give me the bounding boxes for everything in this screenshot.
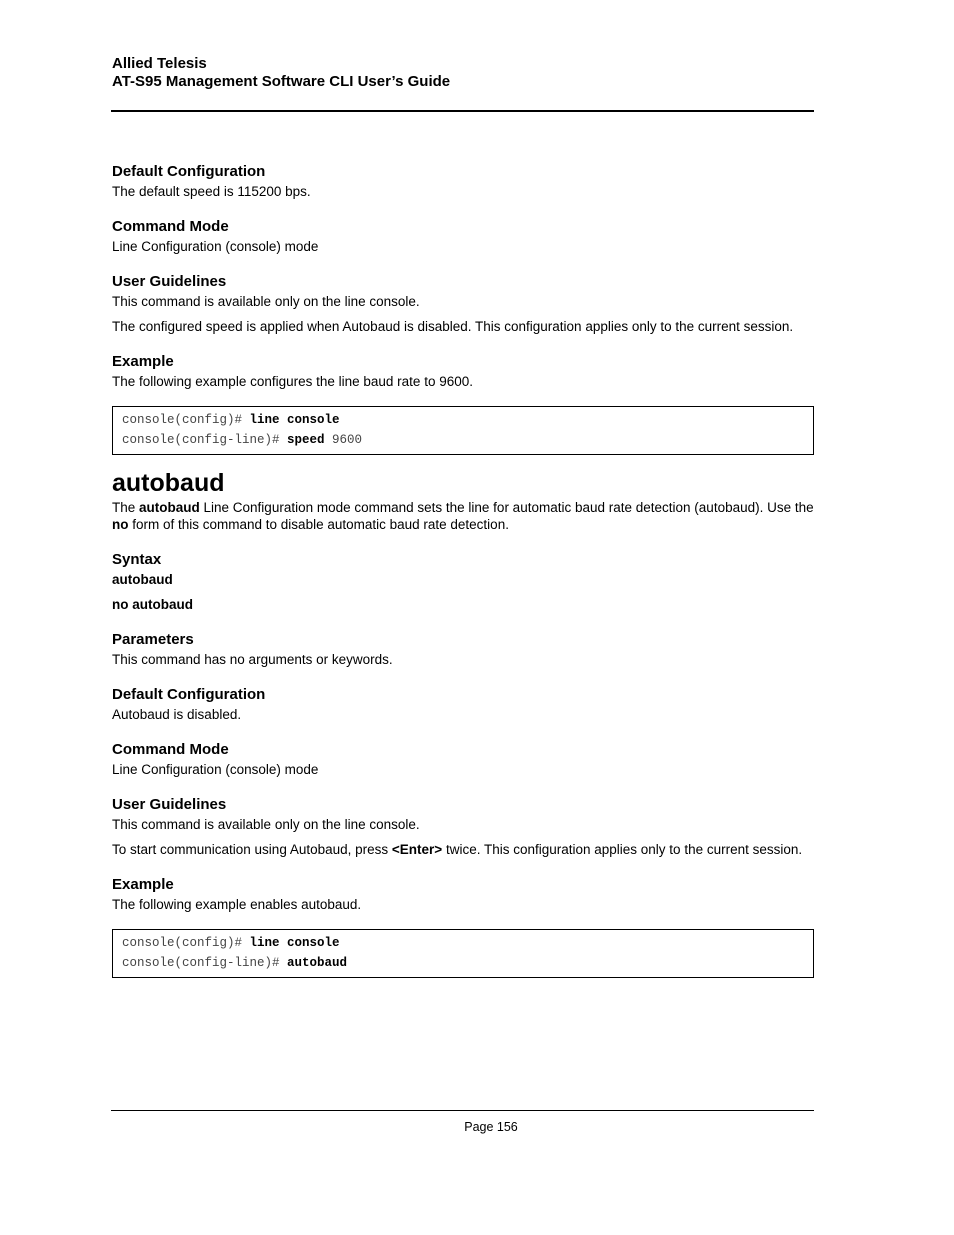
- section-text: Line Configuration (console) mode: [112, 762, 319, 777]
- code-line: [122, 410, 804, 430]
- section-text: The following example enables autobaud.: [112, 897, 362, 912]
- autobaud-default-configuration: [112, 686, 814, 723]
- code-command: line console: [249, 936, 340, 950]
- speed-example: [112, 353, 814, 455]
- text-run: form of this command to disable automatic baud rate detection.: [128, 517, 509, 532]
- speed-command-mode: [112, 218, 814, 255]
- code-command: speed: [287, 433, 325, 447]
- speed-user-guidelines: [112, 273, 814, 335]
- section-heading: Command Mode: [112, 218, 229, 235]
- page-number: Page 156: [464, 1120, 518, 1134]
- code-command: autobaud: [287, 956, 348, 970]
- autobaud-command-mode: [112, 741, 814, 778]
- header-divider: [111, 110, 814, 112]
- command-description: [112, 499, 814, 533]
- section-heading: User Guidelines: [112, 273, 227, 290]
- autobaud-syntax: [112, 551, 814, 613]
- section-text: This command has no arguments or keywords.: [112, 652, 393, 667]
- section-heading: Syntax: [112, 551, 162, 568]
- section-text: This command is available only on the line console.: [112, 294, 420, 309]
- syntax-line: no autobaud: [112, 597, 193, 612]
- section-text: This command is available only on the line console.: [112, 817, 420, 832]
- footer-divider: [111, 1110, 814, 1111]
- company-name: Allied Telesis: [112, 55, 207, 72]
- text-run: To start communication using Autobaud, press: [112, 842, 392, 857]
- code-command: line console: [249, 413, 340, 427]
- section-heading: Parameters: [112, 631, 194, 648]
- page-header: [112, 55, 814, 91]
- code-line: [122, 933, 804, 953]
- section-text: The following example configures the line baud rate to 9600.: [112, 374, 473, 389]
- command-title: autobaud: [112, 469, 225, 497]
- section-heading: User Guidelines: [112, 796, 227, 813]
- section-heading: Example: [112, 353, 174, 370]
- code-example-box: [112, 406, 814, 455]
- code-prompt: console(config)#: [122, 413, 250, 427]
- command-keyword: no: [112, 517, 129, 532]
- speed-default-configuration: [112, 163, 814, 200]
- text-run: twice. This configuration applies only to the current session.: [442, 842, 803, 857]
- section-heading: Command Mode: [112, 741, 229, 758]
- section-text: The configured speed is applied when Autobaud is disabled. This configuration applies only to the current session.: [112, 319, 794, 334]
- key-name: <Enter>: [391, 842, 443, 857]
- autobaud-user-guidelines: [112, 796, 814, 858]
- code-example-box: [112, 929, 814, 978]
- code-prompt: console(config-line)#: [122, 956, 288, 970]
- code-line: [122, 430, 804, 450]
- text-run: Line Configuration mode command sets the line for automatic baud rate detection (autobaud). Use the: [199, 500, 814, 515]
- command-keyword: autobaud: [139, 500, 200, 515]
- guide-title: AT-S95 Management Software CLI User’s Guide: [112, 73, 451, 90]
- section-heading: Default Configuration: [112, 163, 266, 180]
- section-text: The default speed is 115200 bps.: [112, 184, 311, 199]
- autobaud-example: [112, 876, 814, 978]
- section-heading: Example: [112, 876, 174, 893]
- section-text: Autobaud is disabled.: [112, 707, 242, 722]
- text-run: The: [112, 500, 140, 515]
- autobaud-parameters: [112, 631, 814, 668]
- section-text: [112, 841, 814, 858]
- main-content: [112, 163, 814, 978]
- section-text: Line Configuration (console) mode: [112, 239, 319, 254]
- code-line: [122, 953, 804, 973]
- section-heading: Default Configuration: [112, 686, 266, 703]
- syntax-line: autobaud: [112, 572, 173, 587]
- code-argument: 9600: [324, 433, 363, 447]
- code-prompt: console(config)#: [122, 936, 250, 950]
- code-prompt: console(config-line)#: [122, 433, 288, 447]
